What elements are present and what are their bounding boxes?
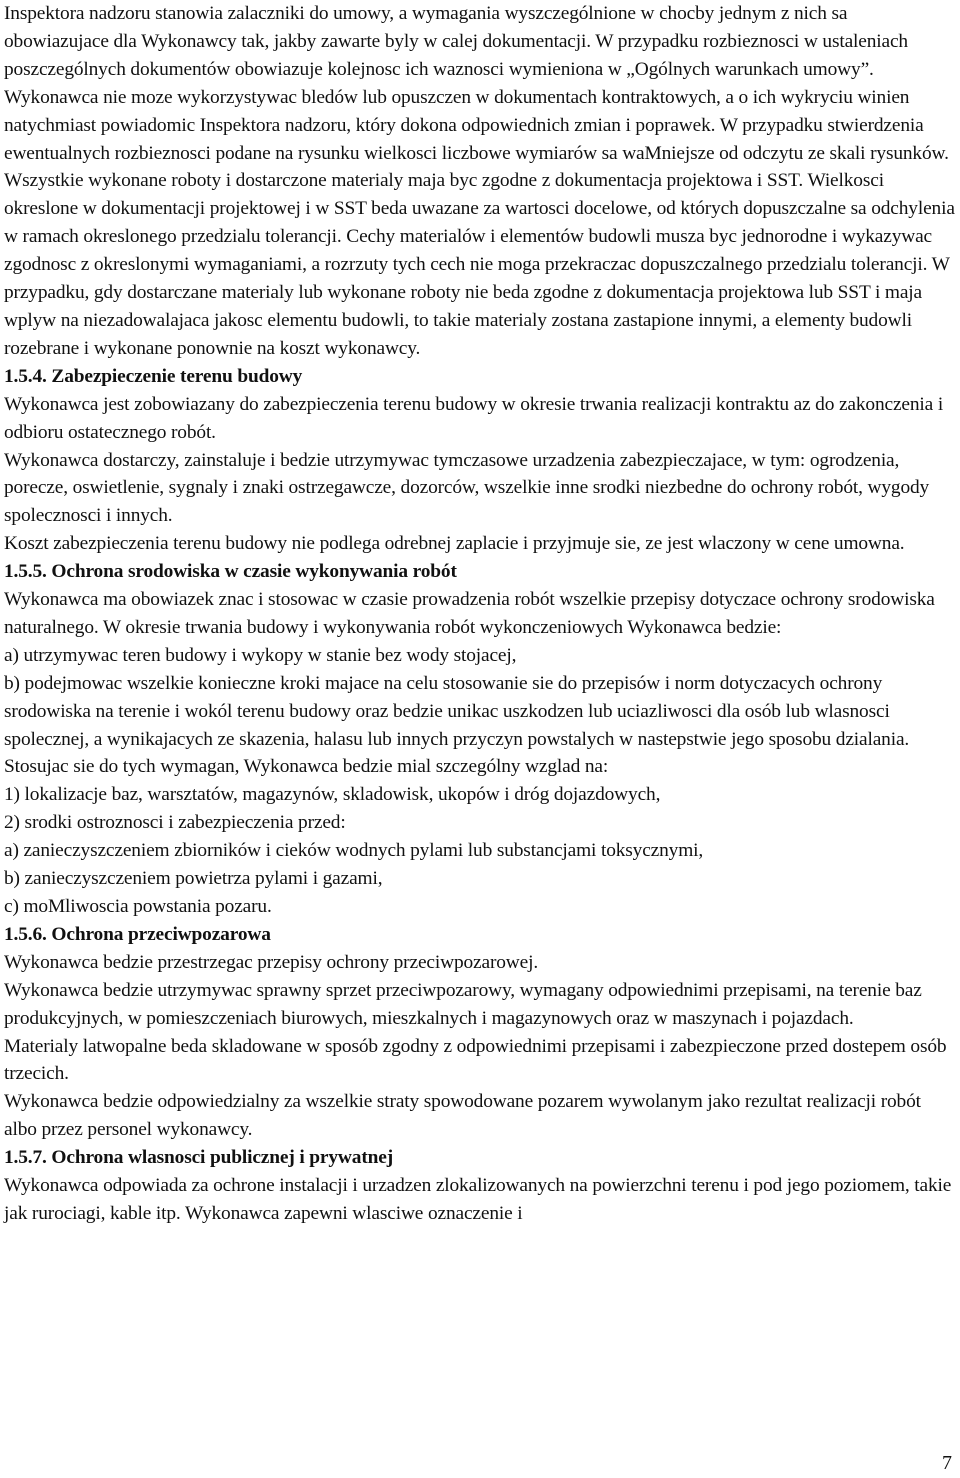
paragraph-environment-duty: Wykonawca ma obowiazek znac i stosowac w czasie prowadzenia robót wszelkie przepisy dotyczace ochrony srodowiska naturalnego. W okresie trwania budowy i wykonywania robót wykonczeniowych Wykonawca bedzie:	[4, 589, 935, 638]
paragraph-flammable-materials: Materialy latwopalne beda skladowane w sposób zgodny z odpowiednimi przepisami i zabezpieczone przed dostepem osób trzecich.	[4, 1035, 947, 1085]
paragraph-security-devices: Wykonawca dostarczy, zainstaluje i bedzie utrzymywac tymczasowe urzadzenia zabezpieczajace, w tym: ogrodzenia, porecze, oswietlenie, sygnaly i znaki ostrzegawcze, dozorców, wszelkie inne srodki niezbedne do ochrony robót, wygody spolecznosci i innych.	[4, 449, 930, 527]
paragraph-contract-documents: Inspektora nadzoru stanowia zalaczniki do umowy, a wymagania wyszczególnione w chocby jednym z nich sa obowiazujace dla Wykonawcy tak, jakby zawarte byly w calej dokumentacji. W przypadku rozbieznosci w ustaleniach poszczególnych dokumentów obowiazuje kolejnosc ich waznosci wymieniona w „Ogólnych warunkach umowy”. Wykonawca nie moze wykorzystywac bledów lub opuszczen w dokumentach kontraktowych, a o ich wykryciu winien natychmiast powiadomic Inspektora nadzoru, który dokona odpowiednich zmian i poprawek. W przypadku stwierdzenia ewentualnych rozbieznosci podane na rysunku wielkosci liczbowe wymiarów sa waMniejsze od odczytu ze skali rysunków. Wszystkie wykonane roboty i dostarczone materialy maja byc zgodne z dokumentacja projektowa i SST. Wielkosci okreslone w dokumentacji projektowej i w SST beda uwazane za wartosci docelowe, od których dopuszczalne sa odchylenia w ramach okreslonego przedzialu tolerancji. Cechy materialów i elementów budowli musza byc jednorodne i wykazywac zgodnosc z okreslonymi wymaganiami, a rozrzuty tych cech nie moga przekraczac dopuszczalnego przedzialu tolerancji. W przypadku, gdy dostarczane materialy lub wykonane roboty nie beda zgodne z dokumentacja projektowa lub SST i maja wplyw na niezadowalajaca jakosc elementu budowli, to takie materialy zostana zastapione innymi, a elementy budowli rozebrane i wykonane ponownie na koszt wykonawcy.	[4, 3, 955, 359]
list-subitem-b: b) zanieczyszczeniem powietrza pylami i gazami,	[4, 868, 383, 890]
paragraph-fire-equipment: Wykonawca bedzie utrzymywac sprawny sprzet przeciwpozarowy, wymagany odpowiednimi przepisami, na terenie baz produkcyjnych, w pomieszczeniach biurowych, mieszkalnych i magazynowych oraz w maszynach i pojazdach.	[4, 979, 922, 1029]
list-item-a: a) utrzymywac teren budowy i wykopy w stanie bez wody stojacej,	[4, 644, 517, 666]
list-subitem-a: a) zanieczyszczeniem zbiorników i cieków wodnych pylami lub substancjami toksycznymi,	[4, 840, 704, 862]
paragraph-security-cost: Koszt zabezpieczenia terenu budowy nie podlega odrebnej zaplacie i przyjmuje sie, ze jest wlaczony w cene umowna.	[4, 533, 905, 555]
paragraph-fire-regulations: Wykonawca bedzie przestrzegac przepisy ochrony przeciwpozarowej.	[4, 951, 539, 973]
list-subitem-c: c) moMliwoscia powstania pozaru.	[4, 896, 272, 917]
section-heading-1-5-4: 1.5.4. Zabezpieczenie terenu budowy	[4, 365, 303, 387]
section-heading-1-5-6: 1.5.6. Ochrona przeciwpozarowa	[4, 923, 271, 945]
list-item-2: 2) srodki ostroznosci i zabezpieczenia przed:	[4, 812, 346, 834]
list-item-1: 1) lokalizacje baz, warsztatów, magazynów, skladowisk, ukopów i dróg dojazdowych,	[4, 784, 661, 806]
paragraph-fire-liability: Wykonawca bedzie odpowiedzialny za wszelkie straty spowodowane pozarem wywolanym jako rezultat realizacji robót albo przez personel wykonawcy.	[4, 1091, 921, 1141]
paragraph-special-regard: Stosujac sie do tych wymagan, Wykonawca bedzie mial szczególny wzglad na:	[4, 756, 609, 778]
page-number: 7	[942, 1452, 952, 1474]
section-heading-1-5-5: 1.5.5. Ochrona srodowiska w czasie wykonywania robót	[4, 561, 457, 583]
document-page	[4, 0, 956, 1228]
section-heading-1-5-7: 1.5.7. Ochrona wlasnosci publicznej i prywatnej	[4, 1147, 394, 1169]
paragraph-site-security-duty: Wykonawca jest zobowiazany do zabezpieczenia terenu budowy w okresie trwania realizacji kontraktu az do zakonczenia i odbioru ostatecznego robót.	[4, 393, 944, 443]
paragraph-property-protection: Wykonawca odpowiada za ochrone instalacji i urzadzen zlokalizowanych na powierzchni terenu i pod jego poziomem, takie jak rurociagi, kable itp. Wykonawca zapewni wlasciwe oznaczenie i	[4, 1175, 952, 1224]
list-item-b: b) podejmowac wszelkie konieczne kroki majace na celu stosowanie sie do przepisów i norm dotyczacych ochrony srodowiska na terenie i wokól terenu budowy oraz bedzie unikac uszkodzen lub uciazliwosci dla osób lub wlasnosci spolecznej, a wynikajacych ze skazenia, halasu lub innych przyczyn powstalych w nastepstwie jego sposobu dzialania.	[4, 672, 910, 750]
